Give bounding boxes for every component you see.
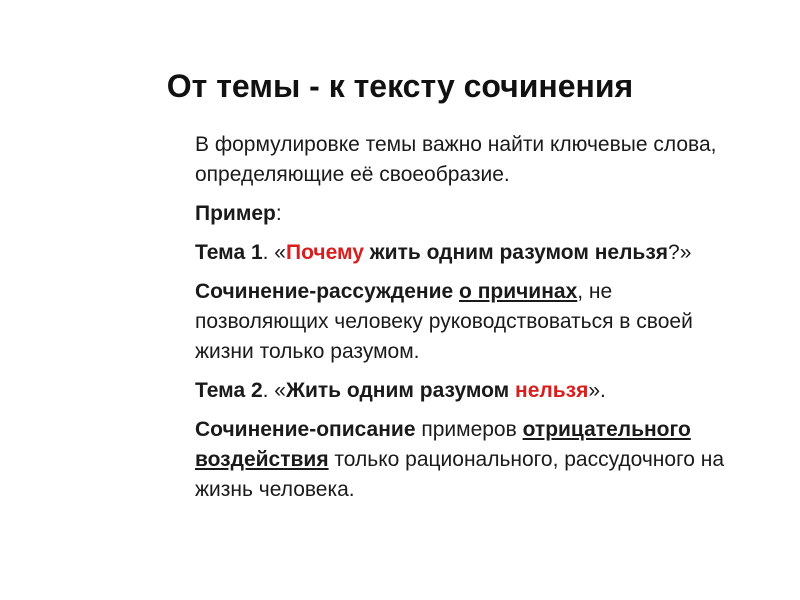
example-label: Пример — [195, 202, 276, 225]
slide-body — [195, 130, 735, 514]
topic-2-quote-close: ». — [588, 379, 606, 402]
topic-1-label: Тема 1 — [195, 241, 263, 264]
topic-1-quote-close: ?» — [668, 241, 692, 264]
paragraph-intro: В формулировке темы важно найти ключевые слова, определяющие её своеобразие. — [195, 133, 717, 186]
topic-1-why: Почему — [286, 241, 364, 264]
topic-2-label: Тема 2 — [195, 379, 263, 402]
essay-reasoning-underlined: о причинах — [459, 280, 578, 303]
essay-description-underlined: отрицательного воздействия — [195, 418, 691, 471]
paragraph-example-label — [195, 199, 735, 229]
paragraph-essay-description — [195, 415, 735, 505]
essay-description-lead: Сочинение-описание — [195, 418, 416, 441]
example-colon: : — [275, 202, 282, 225]
paragraph-topic-1 — [195, 238, 735, 268]
essay-reasoning-lead: Сочинение-рассуждение — [195, 280, 454, 303]
topic-2-quote-open: . « — [262, 379, 286, 402]
paragraph-topic-2 — [195, 376, 735, 406]
essay-reasoning-rest: , не позволяющих человеку руководствоваться в своей жизни только разумом. — [195, 280, 693, 363]
topic-2-bold: Жить одним разумом — [286, 379, 516, 402]
essay-description-rest1: примеров — [415, 418, 523, 441]
slide-title: От темы - к тексту сочинения — [166, 68, 634, 104]
topic-1-quote-open: . « — [262, 241, 286, 264]
topic-2-red: нельзя — [515, 379, 589, 402]
topic-1-rest: жить одним разумом нельзя — [363, 241, 669, 264]
essay-description-rest2: только рационального, рассудочного на жизнь человека. — [195, 448, 725, 501]
paragraph-essay-reasoning — [195, 277, 735, 367]
